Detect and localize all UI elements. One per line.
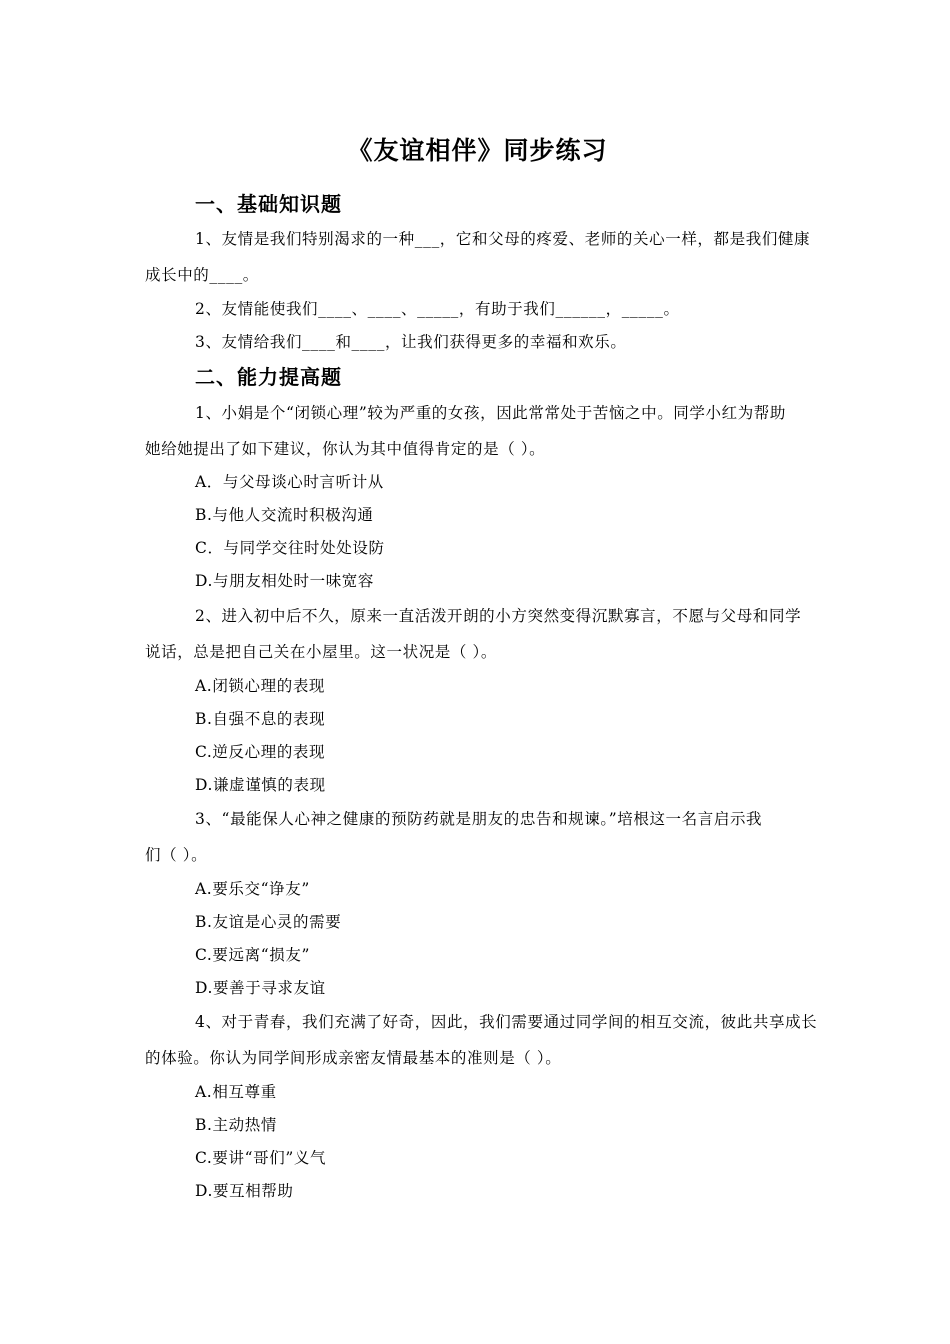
page-title: 《友谊相伴》同步练习	[347, 136, 608, 165]
answer-option: C．与同学交往时处处设防	[195, 539, 385, 557]
answer-option: D.谦虚谨慎的表现	[195, 776, 326, 794]
answer-option: A.相互尊重	[195, 1083, 277, 1101]
answer-option: C.逆反心理的表现	[195, 743, 326, 761]
answer-option: D.与朋友相处时一味宽容	[195, 572, 375, 590]
answer-option: C.要讲“哥们”义气	[195, 1149, 327, 1167]
answer-option: B.主动热情	[195, 1116, 277, 1134]
question-text: 2、友情能使我们____、____、_____，有助于我们______，_____。	[195, 300, 680, 318]
question-text: 成长中的____。	[145, 266, 259, 284]
question-stem: 她给她提出了如下建议，你认为其中值得肯定的是（ ）。	[145, 440, 546, 458]
answer-option: B.自强不息的表现	[195, 710, 326, 728]
answer-option: A.闭锁心理的表现	[195, 677, 326, 695]
question-text: 3、友情给我们____和____，让我们获得更多的幸福和欢乐。	[195, 333, 627, 351]
answer-option: D.要互相帮助	[195, 1182, 294, 1200]
question-stem: 1、小娟是个“闭锁心理”较为严重的女孩，因此常常处于苦恼之中。同学小红为帮助	[195, 404, 787, 422]
answer-option: A.要乐交“诤友”	[195, 880, 310, 898]
question-stem: 的体验。你认为同学间形成亲密友情最基本的准则是（ ）。	[145, 1049, 562, 1067]
question-stem: 4、对于青春，我们充满了好奇，因此，我们需要通过同学间的相互交流，彼此共享成长	[195, 1013, 818, 1031]
question-stem: 2、进入初中后不久，原来一直活泼开朗的小方突然变得沉默寡言，不愿与父母和同学	[195, 607, 802, 625]
answer-option: D.要善于寻求友谊	[195, 979, 326, 997]
answer-option: A．与父母谈心时言听计从	[195, 473, 384, 491]
question-stem: 们（ ）。	[145, 846, 208, 864]
question-text: 1、友情是我们特别渴求的一种___，它和父母的疼爱、老师的关心一样，都是我们健康	[195, 230, 811, 248]
answer-option: B.与他人交流时积极沟通	[195, 506, 374, 524]
question-stem: 说话，总是把自己关在小屋里。这一状况是（ ）。	[145, 643, 497, 661]
question-stem: 3、“最能保人心神之健康的预防药就是朋友的忠告和规谏。”培根这一名言启示我	[195, 810, 763, 828]
answer-option: C.要远离“损友”	[195, 946, 310, 964]
section-heading-basic: 一、基础知识题	[195, 192, 342, 216]
answer-option: B.友谊是心灵的需要	[195, 913, 342, 931]
section-heading-ability: 二、能力提高题	[195, 365, 342, 389]
